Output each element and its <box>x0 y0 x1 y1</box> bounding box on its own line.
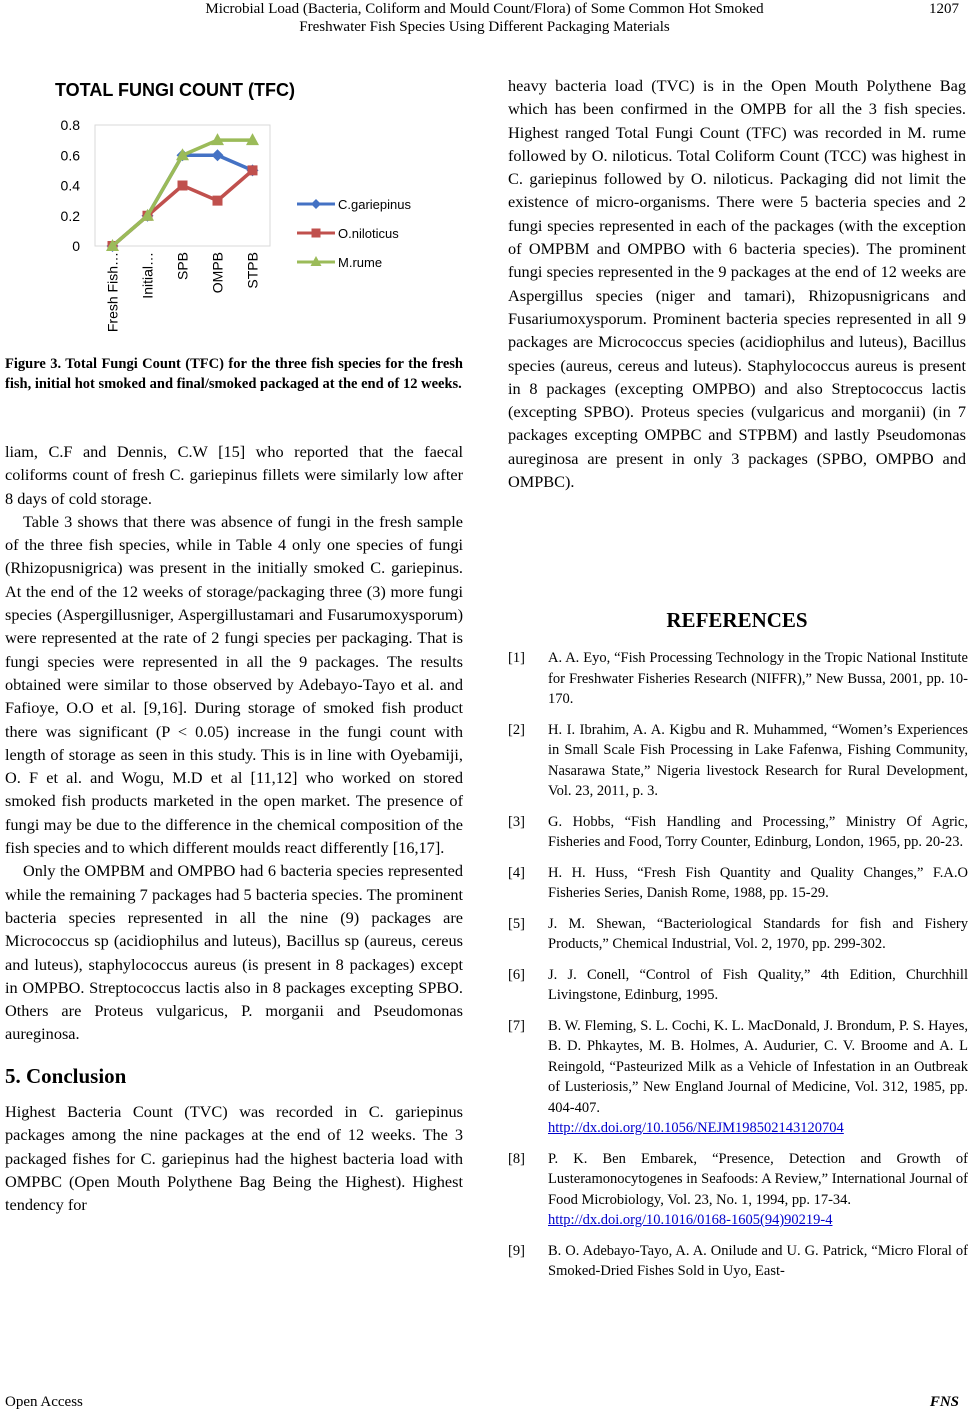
legend-marker <box>311 199 321 209</box>
reference-item <box>508 1149 968 1231</box>
series-line-cgariepinus <box>113 155 253 246</box>
footer-journal: FNS <box>929 1394 959 1410</box>
reference-item <box>508 863 968 904</box>
tfc-line-chart <box>5 70 463 345</box>
reference-number: [7] <box>508 1017 525 1034</box>
legend-label: M.rume <box>338 255 383 270</box>
reference-text: G. Hobbs, “Fish Handling and Processing,” Ministry Of Agric, Fisheries and Food, Torry Counter, Edinburg, London, 1965, pp. 20-23. <box>548 813 968 850</box>
y-tick-label: 0.2 <box>60 207 80 224</box>
x-tick-label: Fresh Fish… <box>104 252 121 333</box>
reference-text: B. W. Fleming, S. L. Cochi, K. L. MacDonald, J. Brondum, P. S. Hayes, B. D. Phkaytes, M. B. Holmes, A. Audurier, C. V. Broome and A. L Reingold, “Pasteurized Milk as a Vehicle of Infestation in an Outbreak of Lusteriosis,” New England Journal of Medicine, Vol. 312, 1985, pp. 404-407. <box>548 1017 968 1116</box>
paragraph: Highest Bacteria Count (TVC) was recorded in C. gariepinus packages among the nine packages at the end of 12 weeks. The 3 packaged fishes for C. gariepinus had the highest bacteria load with OMPBC (Open Mouth Polythene Bag Being the Highest). Highest tendency for <box>5 1102 463 1215</box>
reference-number: [3] <box>508 813 525 830</box>
data-point <box>212 149 224 161</box>
paragraph: Table 3 shows that there was absence of fungi in the fresh sample of the three fish species, while in Table 4 only one species of fungi (Rhizopusnigrica) was present in the initially smoked C. gariepinus. At the end of the 12 weeks of storage/packaging three (3) more fungi species (Aspergillusniger, Aspergillustamari and Fusarumoxysporum) were represented at the rate of 2 fungi species per packaging. That is fungi species were represented in all the 9 packages. The results obtained were similar to those observed by Adebayo-Tayo et al. and Fafioye, O.O et al. [9,16]. During storage of smoked fish product there was significant (P < 0.05) increase in the fungi count with length of storage as seen in this study. This is in line with Oyebamiji, O. F et al. and Wogu, M.D et al [11,12] who worked on stored smoked fish products marketed in the open market. The presence of fungi may be due to the difference in the chemical composition of the fish species and to which different moulds react differently [16,17]. <box>5 511 463 858</box>
y-tick-label: 0.4 <box>60 177 80 194</box>
running-title-line1: Microbial Load (Bacteria, Coliform and Mould Count/Flora) of Some Common Hot Smoked <box>205 1 764 17</box>
y-tick-label: 0.8 <box>60 117 80 133</box>
reference-item <box>508 1241 968 1282</box>
reference-text: H. I. Ibrahim, A. A. Kigbu and R. Muhammed, “Women’s Experiences in Small Scale Fish Processing in Lake Fafenwa, Fishing Community, Nasarawa State,” Nigeria livestock Research for Rural Development, Vol. 23, 2011, p. 3. <box>548 721 968 799</box>
reference-item <box>508 720 968 802</box>
paragraph: liam, C.F and Dennis, C.W [15] who reported that the faecal coliforms count of fresh C. gariepinus fillets were similarly low after 8 days of cold storage. <box>5 442 463 508</box>
reference-number: [2] <box>508 721 525 738</box>
right-column <box>508 74 966 493</box>
reference-item <box>508 914 968 955</box>
references-heading: REFERENCES <box>666 608 808 632</box>
x-tick-label: OMPB <box>209 252 226 294</box>
data-point <box>213 196 223 206</box>
data-point <box>178 181 188 191</box>
reference-text: J. M. Shewan, “Bacteriological Standards for fish and Fishery Products,” Chemical Industrial, Vol. 2, 1970, pp. 299-302. <box>548 915 968 952</box>
reference-text: P. K. Ben Embarek, “Presence, Detection and Growth of Lusteramonocytogenes in Seafoods: A Review,” International Journal of Food Microbiology, Vol. 23, No. 1, 1994, pp. 17-34. <box>548 1150 968 1208</box>
running-title-line2: Freshwater Fish Species Using Different Packaging Materials <box>299 19 670 35</box>
x-tick-label: STPB <box>244 252 261 289</box>
doi-link[interactable]: http://dx.doi.org/10.1016/0168-1605(94)90219-4 <box>548 1212 833 1228</box>
y-tick-label: 0.6 <box>60 147 80 164</box>
paragraph: heavy bacteria load (TVC) is in the Open Mouth Polythene Bag which has been confirmed in the OMPB for all the 3 fish species. Highest ranged Total Fungi Count (TFC) was recorded in M. rume followed by O. niloticus. Total Coliform Count (TCC) was highest in C. gariepinus followed by O. niloticus. Packaging did not limit the existence of micro-organisms. There were 5 bacteria species and 2 fungi species represented in each of the packages (with the exception of OMPBM and OMPBO with 6 bacteria species). The prominent fungi species represented in the 9 packages at the end of 12 weeks are Aspergillus species (niger and tamari), Rhizopusnigricans and Fusariumoxysporum. Prominent bacteria species represented in all 9 packages are Micrococcus species (acidiophilus and luteus), Bacillus species (aureus, cereus and luteus). Staphylococcus aureus is present in 8 packages (excepting OMPBO) and also Streptococcus lactis (excepting SPBO). Proteus species (vulgaricus and morganii) (in 7 packages excepting OMPBC and STPBM) and lastly Pseudomonas aureginosa are present in only 3 packages (SPBO, OMPBO and OMPBC). <box>508 76 966 492</box>
footer-open-access: Open Access <box>5 1394 83 1410</box>
reference-text: J. J. Conell, “Control of Fish Quality,” 4th Edition, Churchhill Livingstone, Edinburg, 1995. <box>548 966 968 1003</box>
y-tick-label: 0 <box>72 238 80 254</box>
legend-label: C.gariepinus <box>338 197 411 212</box>
x-tick-label: Initial… <box>139 252 156 299</box>
reference-item <box>508 965 968 1006</box>
page-header <box>0 0 969 40</box>
data-point <box>248 165 258 175</box>
figure-caption: Figure 3. Total Fungi Count (TFC) for the three fish species for the fresh fish, initial hot smoked and final/smoked packaged at the end of 12 weeks. <box>5 356 463 392</box>
reference-text: H. H. Huss, “Fresh Fish Quantity and Quality Changes,” F.A.O Fisheries Series, Danish Rome, 1988, pp. 15-29. <box>548 864 968 901</box>
reference-text: B. O. Adebayo-Tayo, A. A. Onilude and U. G. Patrick, “Micro Floral of Smoked-Dried Fishes Sold in Uyo, East- <box>548 1242 968 1279</box>
left-column <box>5 440 463 1217</box>
reference-list <box>508 648 968 1292</box>
section-heading: 5. Conclusion <box>5 1063 127 1088</box>
legend-marker <box>312 229 321 238</box>
reference-number: [6] <box>508 966 525 983</box>
chart-title: TOTAL FUNGI COUNT (TFC) <box>55 80 295 100</box>
reference-item <box>508 648 968 710</box>
reference-number: [1] <box>508 650 525 666</box>
reference-number: [4] <box>508 864 525 881</box>
x-tick-label: SPB <box>174 252 191 281</box>
paragraph: Only the OMPBM and OMPBO had 6 bacteria species represented while the remaining 7 packages had 5 bacteria species. The prominent bacteria species represented in all the nine (9) packages are Micrococcus sp (acidiophilus and luteus), Bacillus sp (aureus, cereus and luteus), staphylococcus aureus (is present in 8 packages) except in OMPBO. Streptococcus lactis also in 8 packages excepting SPBO. Others are Proteus vulgaricus, P. morganii and Pseudomonas aureginosa. <box>5 861 463 1044</box>
reference-item <box>508 812 968 853</box>
reference-text: A. A. Eyo, “Fish Processing Technology in the Tropic National Institute for Freshwater Fisheries Research (NIFFR),” New Bussa, 2001, pp. 10-170. <box>548 650 968 707</box>
legend-label: O.niloticus <box>338 226 399 241</box>
reference-item <box>508 1016 968 1139</box>
doi-link[interactable]: http://dx.doi.org/10.1056/NEJM198502143120704 <box>548 1120 844 1136</box>
reference-number: [8] <box>508 1150 525 1167</box>
page-number: 1207 <box>929 1 959 17</box>
reference-number: [5] <box>508 915 525 932</box>
reference-number: [9] <box>508 1242 525 1259</box>
